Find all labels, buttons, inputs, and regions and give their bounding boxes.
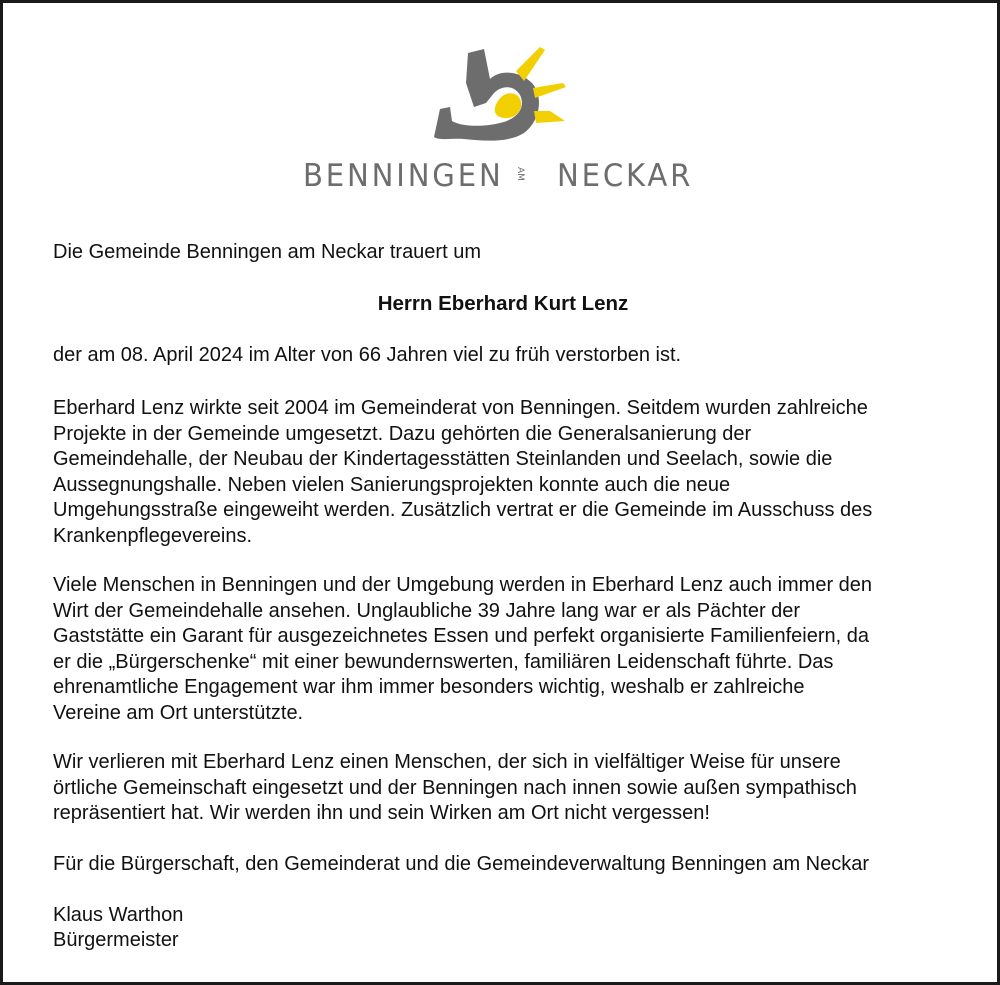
logo-name-right: NECKAR — [557, 158, 694, 194]
benningen-logo-mark-icon — [428, 41, 578, 151]
municipality-logo — [3, 3, 1000, 203]
logo-name-left: BENNINGEN — [303, 158, 504, 194]
deceased-name: Herrn Eberhard Kurt Lenz — [377, 292, 629, 315]
signature-name: Klaus Warthon — [53, 904, 184, 926]
paragraph-tribute: Wir verlieren mit Eberhard Lenz einen Menschen, der sich in vielfältiger Weise für unsere örtliche Gemeinschaft eingesetzt und der Benningen nach innen sowie außen sympathisch repräsentiert hat. Wir werden ihn und sein Wirken am Ort nicht vergessen! — [53, 751, 857, 824]
death-notice: der am 08. April 2024 im Alter von 66 Jahren viel zu früh verstorben ist. — [53, 344, 682, 366]
logo-ray-top — [516, 47, 545, 81]
logo-ray-middle — [533, 83, 566, 98]
closing-line: Für die Bürgerschaft, den Gemeinderat und die Gemeindeverwaltung Benningen am Neckar — [53, 853, 870, 875]
paragraph-career: Eberhard Lenz wirkte seit 2004 im Gemeinderat von Benningen. Seitdem wurden zahlreiche Projekte in der Gemeinde umgesetzt. Dazu gehörten die Generalsanierung der Gemeindehalle, der Neubau der Kindertagesstätten Steinlanden und Seelach, sowie die Aussegnungshalle. Neben vielen Sanierungsprojekten konnte auch die neue Umgehungsstraße eingeweiht werden. Zusätzlich vertrat er die Gemeinde im Ausschuss des Krankenpflegevereins. — [53, 397, 873, 547]
logo-ray-bottom — [534, 111, 565, 123]
intro-text: Die Gemeinde Benningen am Neckar trauert um — [53, 241, 481, 263]
logo-name-small: AM — [515, 167, 525, 181]
logo-wordmark — [303, 156, 703, 196]
signature-title: Bürgermeister — [53, 929, 179, 951]
paragraph-hospitality: Viele Menschen in Benningen und der Umgebung werden in Eberhard Lenz auch immer den Wirt der Gemeindehalle ansehen. Unglaubliche 39 Jahre lang war er als Pächter der Gaststätte ein Garant für ausgezeichnetes Essen und perfekt organisierte Familienfeiern, da er die „Bürgerschenke“ mit einer bewundernswerten, familiären Leidenschaft führte. Das ehrenamtliche Engagement war ihm immer besonders wichtig, weshalb er zahlreiche Vereine am Ort unterstützte. — [53, 574, 873, 724]
logo-gray-shape — [434, 49, 539, 141]
